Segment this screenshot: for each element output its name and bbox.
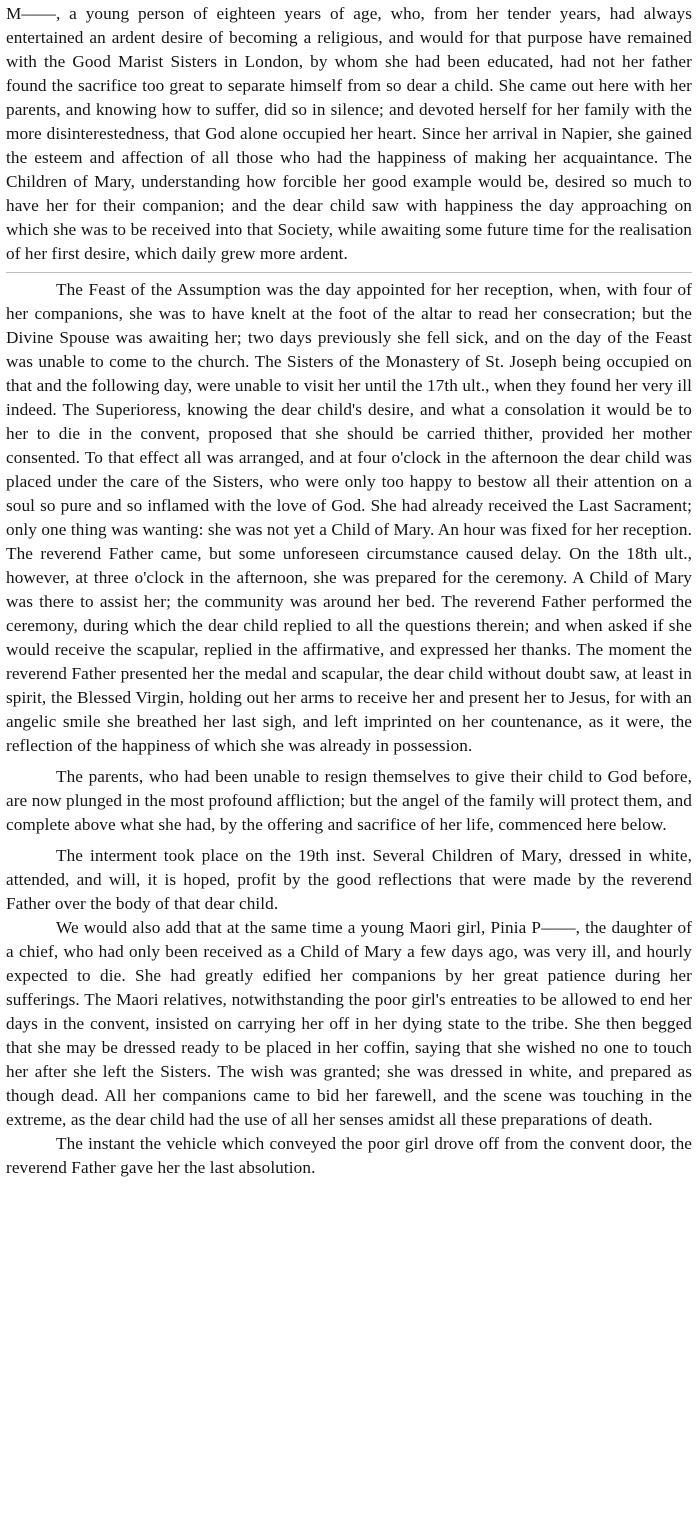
paragraph-last-absolution: The instant the vehicle which conveyed the poor girl drove off from the convent door, the reverend Father gave her the last absolution. xyxy=(6,1134,692,1177)
column-divider xyxy=(6,272,692,273)
paragraph-interment: The interment took place on the 19th inst. Several Children of Mary, dressed in white, attended, and will, it is hoped, profit by the good reflections that were made by the reverend Father over the body of that dear child. xyxy=(6,846,692,913)
paragraph-assumption-feast: The Feast of the Assumption was the day appointed for her reception, when, with four of her companions, she was to have knelt at the foot of the altar to read her consecration; but the Divine Spouse was awaiting her; two days previously she fell sick, and on the day of the Feast was unable to come to the church. The Sisters of the Monastery of St. Joseph being occupied on that and the following day, were unable to visit her until the 17th ult., when they found her very ill indeed. The Superioress, knowing the dear child's desire, and what a consolation it would be to her to die in the convent, proposed that she should be carried thither, provided her mother consented. To that effect all was arranged, and at four o'clock in the afternoon the dear child was placed under the care of the Sisters, who were only too happy to bestow all their attention on a soul so pure and so inflamed with the love of God. She had already received the Last Sacrament; only one thing was wanting: she was not yet a Child of Mary. An hour was fixed for her reception. The reverend Father came, but some unforeseen circumstance caused delay. On the 18th ult., however, at three o'clock in the afternoon, she was prepared for the ceremony. A Child of Mary was there to assist her; the community was around her bed. The reverend Father performed the ceremony, during which the dear child replied to all the questions therein; and when asked if she would receive the scapular, replied in the affirmative, and expressed her thanks. The moment the reverend Father presented her the medal and scapular, the dear child without doubt saw, at least in spirit, the Blessed Virgin, holding out her arms to receive her and present her to Jesus, for with an angelic smile she breathed her last sigh, and left imprinted on her countenance, as it were, the reflection of the happiness of which she was already in possession. xyxy=(6,280,692,755)
paragraph-maori-girl: We would also add that at the same time a young Maori girl, Pinia P——, the daughter of a chief, who had only been received as a Child of Mary a few days ago, was very ill, and hourly expected to die. She had greatly edified her companions by her great patience during her sufferings. The Maori relatives, notwithstanding the poor girl's entreaties to be allowed to end her days in the convent, insisted on carrying her off in her dying state to the tribe. She then begged that she may be dressed ready to be placed in her coffin, saying that she wished no one to touch her after she left the Sisters. The wish was granted; she was dressed in white, and prepared as though dead. All her companions came to bid her farewell, and the scene was touching in the extreme, as the dear child had the use of all her senses amidst all these preparations of death. xyxy=(6,918,692,1129)
paragraph-intro: M——, a young person of eighteen years of age, who, from her tender years, had always entertained an ardent desire of becoming a religious, and would for that purpose have remained with the Good Marist Sisters in London, by whom she had been educated, had not her father found the sacrifice too great to separate himself from so dear a child. She came out here with her parents, and knowing how to suffer, did so in silence; and devoted herself for her family with the more disinterestedness, that God alone occupied her heart. Since her arrival in Napier, she gained the esteem and affection of all those who had the happiness of making her acquaintance. The Children of Mary, understanding how forcible her good example would be, desired so much to have her for their companion; and the dear child saw with happiness the day approaching on which she was to be received into that Society, while awaiting some future time for the realisation of her first desire, which daily grew more ardent. xyxy=(6,4,692,263)
paragraph-parents: The parents, who had been unable to resign themselves to give their child to God before, are now plunged in the most profound affliction; but the angel of the family will protect them, and complete above what she had, by the offering and sacrifice of her life, commenced here below. xyxy=(6,767,692,834)
